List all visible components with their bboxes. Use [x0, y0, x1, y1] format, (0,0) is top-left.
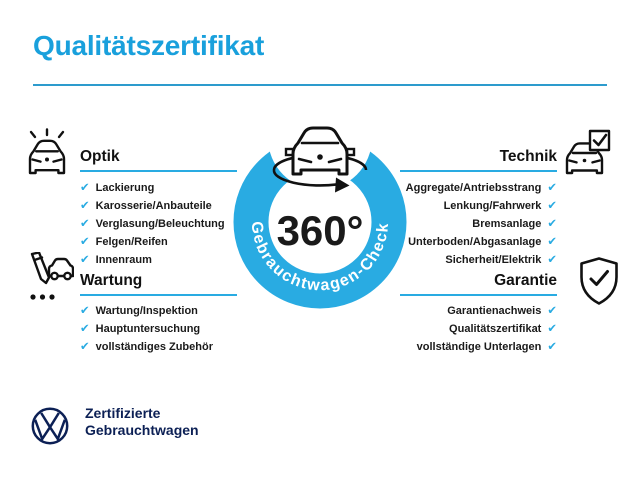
car-shine-icon [22, 128, 72, 178]
checklist-item [80, 233, 225, 251]
checklist-item [406, 215, 557, 233]
item-label: Felgen/Reifen [95, 236, 168, 248]
item-label: Bremsanlage [472, 218, 542, 230]
item-label: Sicherheit/Elektrik [445, 254, 542, 266]
check-icon: ✔ [80, 216, 90, 231]
item-label: vollständiges Zubehör [95, 341, 213, 353]
check-icon: ✔ [547, 321, 557, 336]
service-pen-car-icon [22, 252, 74, 304]
car-checkbox-icon [563, 128, 613, 178]
page-title: Qualitätszertifikat [33, 30, 265, 61]
item-label: vollständige Unterlagen [416, 341, 542, 353]
checklist-item [417, 338, 557, 356]
checklist-item [417, 320, 557, 338]
section-title-wartung: Wartung [80, 272, 143, 289]
item-label: Wartung/Inspektion [95, 305, 198, 317]
checklist-item [80, 215, 225, 233]
checklist-item [80, 302, 213, 320]
badge-ring-label: Gebrauchtwagen-Check [247, 220, 393, 295]
checklist-item [406, 251, 557, 269]
check-icon: ✔ [80, 303, 90, 318]
item-label: Lenkung/Fahrwerk [443, 200, 542, 212]
checklist-item [80, 320, 213, 338]
brand-claim-line1: Zertifizierte [85, 405, 161, 421]
check-icon: ✔ [80, 234, 90, 249]
checklist-item [406, 197, 557, 215]
checklist-garantie [417, 302, 557, 356]
check-icon: ✔ [547, 180, 557, 195]
check-icon: ✔ [547, 234, 557, 249]
section-title-technik: Technik [499, 148, 557, 165]
item-label: Lackierung [95, 182, 155, 194]
checklist-item [80, 251, 225, 269]
check-icon: ✔ [80, 180, 90, 195]
check-icon: ✔ [547, 303, 557, 318]
section-title-optik: Optik [80, 148, 120, 165]
item-label: Verglasung/Beleuchtung [95, 218, 225, 230]
item-label: Unterboden/Abgasanlage [408, 236, 542, 248]
check-icon: ✔ [547, 216, 557, 231]
vw-logo [30, 406, 70, 446]
check-icon: ✔ [547, 339, 557, 354]
item-label: Aggregate/Antriebsstrang [405, 182, 542, 194]
checklist-item [406, 233, 557, 251]
brand-claim [85, 405, 199, 439]
shield-check-icon [576, 256, 622, 306]
check-icon: ✔ [547, 198, 557, 213]
check-icon: ✔ [80, 321, 90, 336]
badge-center-label: 360° [276, 207, 364, 254]
checklist-technik [406, 179, 557, 269]
checklist-wartung [80, 302, 213, 356]
check-icon: ✔ [80, 339, 90, 354]
badge-360-check [213, 108, 427, 322]
check-icon: ✔ [80, 198, 90, 213]
item-label: Qualitätszertifikat [449, 323, 542, 335]
check-icon: ✔ [80, 252, 90, 267]
check-icon: ✔ [547, 252, 557, 267]
item-label: Karosserie/Anbauteile [95, 200, 212, 212]
checklist-item [417, 302, 557, 320]
section-title-garantie: Garantie [494, 272, 557, 289]
brand-claim-line2: Gebrauchtwagen [85, 422, 199, 438]
checklist-item [80, 179, 225, 197]
checklist-item [406, 179, 557, 197]
item-label: Hauptuntersuchung [95, 323, 201, 335]
item-label: Garantienachweis [447, 305, 542, 317]
checklist-optik [80, 179, 225, 269]
checklist-item [80, 197, 225, 215]
title-divider [33, 84, 607, 86]
item-label: Innenraum [95, 254, 152, 266]
checklist-item [80, 338, 213, 356]
